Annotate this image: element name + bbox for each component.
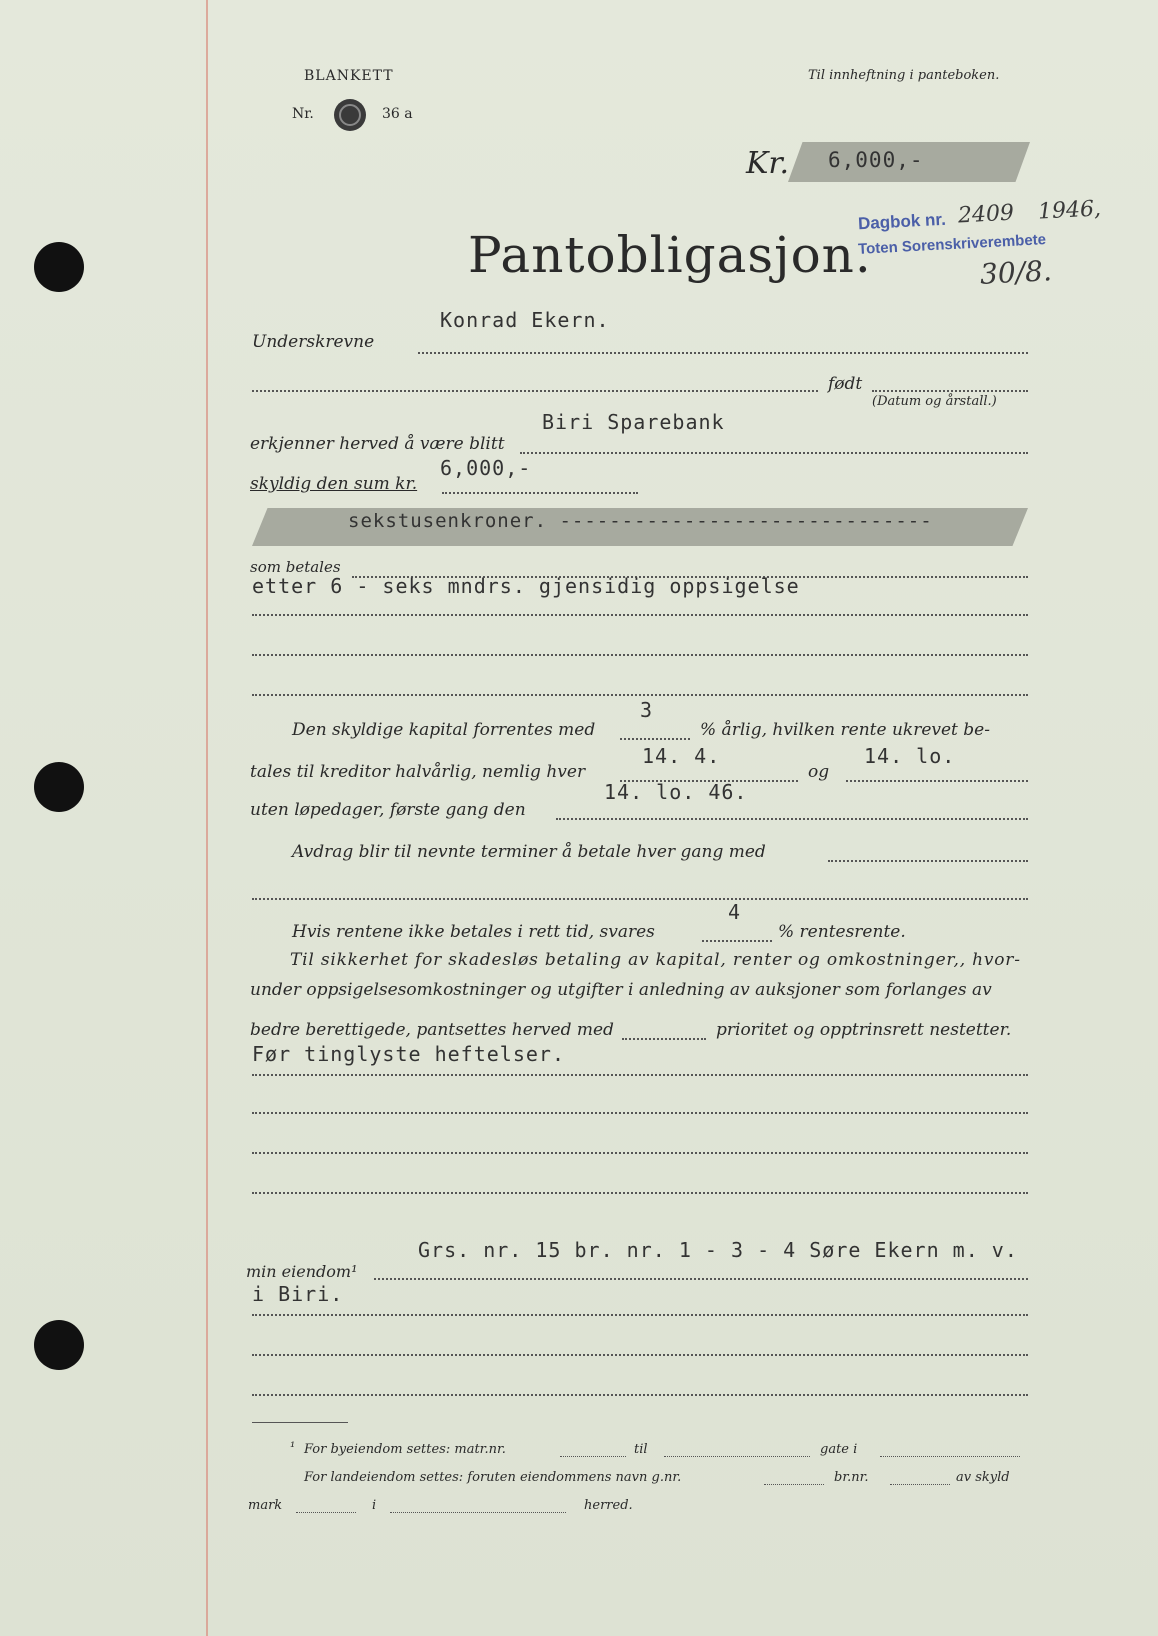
security-line1: Til sikkerhet for skadesløs betaling av kapital, renter og omkostninger,, hvor- (290, 950, 1021, 970)
amount-words-value: sekstusenkroner. ------------------------------ (348, 510, 933, 532)
undersigned-line (418, 352, 1028, 354)
punch-hole-icon (34, 762, 84, 812)
born-label: født (828, 374, 863, 394)
footnote-dots (560, 1456, 626, 1457)
footnote-line2-c: av skyld (956, 1470, 1010, 1485)
default-prefix: Hvis rentene ikke betales i rett tid, svares (292, 922, 655, 942)
interest-rate-value: 3 (640, 698, 654, 722)
security-line3-suffix: prioritet og opptrinsrett nestetter. (716, 1020, 1012, 1040)
blank-line (252, 1314, 1028, 1316)
interest-date2-line (846, 780, 1028, 782)
red-margin-line (206, 0, 208, 1636)
nr-value: 36 a (382, 106, 413, 122)
blank-line (252, 654, 1028, 656)
footnote-marker: ¹ (290, 1440, 296, 1455)
seal-icon (333, 98, 367, 132)
footnote-dots (890, 1484, 950, 1485)
blank-line (252, 614, 1028, 616)
acknowledge-label: erkjenner herved å være blitt (250, 434, 505, 454)
dagbok-stamp-label: Dagbok nr. (857, 209, 947, 234)
footnote-line3-b: i (372, 1498, 377, 1513)
kr-label: Kr. (746, 146, 789, 181)
blank-line (252, 1074, 1028, 1076)
interest-line1-prefix: Den skyldige kapital forrentes med (292, 720, 596, 740)
punch-hole-icon (34, 1320, 84, 1370)
priority-value: Før tinglyste heftelser. (252, 1042, 565, 1066)
footnote-line1-a: For byeiendom settes: matr.nr. (304, 1442, 506, 1457)
born-hint: (Datum og årstall.) (872, 394, 997, 409)
blank-line (252, 694, 1028, 696)
footnote-line3-a: mark (248, 1498, 283, 1513)
footnote-dots (880, 1456, 1020, 1457)
blank-line (252, 898, 1028, 900)
security-line3-prefix: bedre berettigede, pantsettes herved med (250, 1020, 614, 1040)
first-date-value: 14. lo. 46. (604, 780, 748, 804)
undersigned-label: Underskrevne (252, 332, 375, 352)
owe-label: skyldig den sum kr. (250, 474, 418, 494)
blank-line (252, 1192, 1028, 1194)
property-value-line2: i Biri. (252, 1282, 344, 1306)
payment-label: som betales (250, 558, 341, 576)
office-stamp: Toten Sorenskriverembete (857, 231, 1047, 258)
footnote-line3-c: herred. (584, 1498, 633, 1513)
footnote-dots (390, 1512, 566, 1513)
installment-line (828, 860, 1028, 862)
born-line (872, 390, 1028, 392)
blank-line (252, 1394, 1028, 1396)
footnote-dots (296, 1512, 356, 1513)
property-line (374, 1278, 1028, 1280)
interest-line3-prefix: uten løpedager, første gang den (250, 800, 526, 820)
interest-og: og (808, 762, 830, 782)
priority-line (622, 1038, 706, 1040)
document-title: Pantobligasjon. (468, 226, 872, 284)
default-suffix: % rentesrente. (778, 922, 906, 942)
undersigned-value: Konrad Ekern. (440, 308, 610, 332)
stamp-date: 30/8. (979, 254, 1053, 291)
creditor-line (520, 452, 1028, 454)
interest-rate-line (620, 738, 690, 740)
blank-line (252, 1112, 1028, 1114)
blank-line (252, 1354, 1028, 1356)
first-date-line (556, 818, 1028, 820)
installment-text: Avdrag blir til nevnte terminer å betale hver gang med (292, 842, 766, 862)
nr-label: Nr. (292, 106, 314, 122)
footnote-line2-a: For landeiendom settes: foruten eiendommens navn g.nr. (304, 1470, 682, 1485)
property-label: min eiendom¹ (246, 1262, 358, 1281)
footnote-rule (252, 1422, 348, 1423)
interest-date2: 14. lo. (864, 744, 956, 768)
creditor-value: Biri Sparebank (542, 410, 725, 434)
interest-line2-prefix: tales til kreditor halvårlig, nemlig hver (250, 762, 586, 782)
payment-value: etter 6 - seks mndrs. gjensidig oppsigelse (252, 574, 800, 598)
dagbok-number: 2409 (957, 200, 1015, 229)
default-rate-line (702, 940, 772, 942)
form-label: BLANKETT (304, 68, 394, 84)
blank-line (252, 390, 818, 392)
footnote-line1-c: gate i (820, 1442, 858, 1457)
owe-value: 6,000,- (440, 456, 532, 480)
blank-line (252, 1152, 1028, 1154)
owe-line (442, 492, 638, 494)
footnote-dots (664, 1456, 810, 1457)
security-line2: under oppsigelsesomkostninger og utgifter i anledning av auksjoner som forlanges av (250, 980, 992, 1000)
amount-box-value: 6,000,- (828, 148, 924, 172)
footnote-dots (764, 1484, 824, 1485)
punch-hole-icon (34, 242, 84, 292)
footnote-line2-b: br.nr. (834, 1470, 869, 1485)
dagbok-year: 1946, (1037, 196, 1102, 225)
default-rate-value: 4 (728, 900, 742, 924)
binding-note: Til innheftning i panteboken. (808, 68, 1000, 83)
property-value-line1: Grs. nr. 15 br. nr. 1 - 3 - 4 Søre Ekern m. v. (418, 1238, 1018, 1262)
interest-line1-suffix: % årlig, hvilken rente ukrevet be- (700, 720, 990, 740)
interest-date1: 14. 4. (642, 744, 721, 768)
footnote-line1-b: til (634, 1442, 648, 1457)
